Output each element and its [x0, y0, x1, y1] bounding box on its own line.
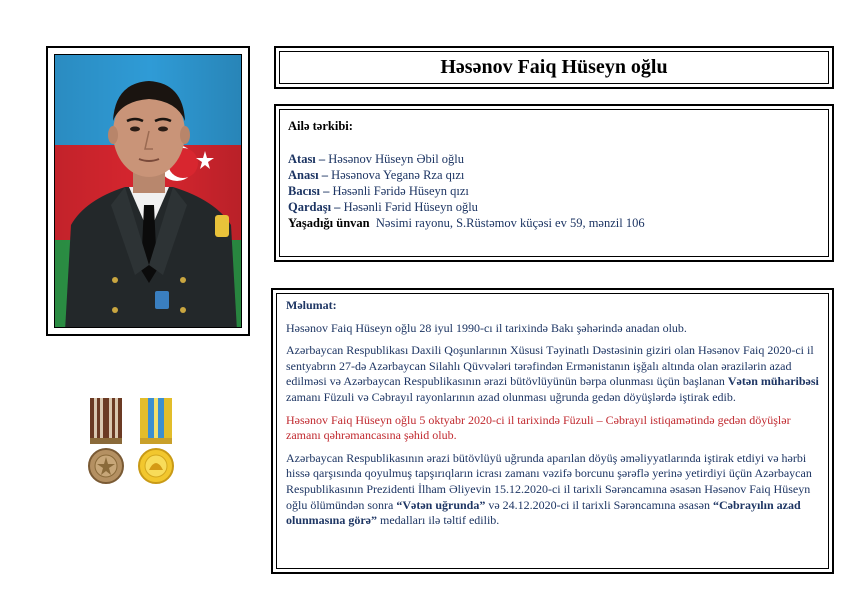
medal-cebrayil-icon [136, 398, 176, 488]
family-info-box [274, 104, 834, 262]
biography-paragraph-death: Həsənov Faiq Hüseyn oğlu 5 oktyabr 2020-ci il tarixində Füzuli – Cəbrayıl istiqamətində gedən döyüşlər zamanı qəhrəmancasına şəhid olub. [286, 412, 791, 443]
family-heading: Ailə tərkibi: [288, 119, 353, 133]
name-title-box [274, 46, 834, 89]
portrait-image [55, 55, 242, 328]
family-row-sister: Bacısı – Həsənli Fəridə Hüseyn qızı [288, 184, 469, 198]
biography-heading: Məlumat: [286, 298, 337, 312]
family-row-brother: Qardaşı – Həsənli Fərid Hüseyn oğlu [288, 200, 478, 214]
portrait-photo [54, 54, 242, 328]
biography-box [271, 288, 834, 574]
medal-vatan-ugrunda-icon [86, 398, 126, 488]
family-row-address: Yaşadığı ünvan Nəsimi rayonu, S.Rüstəmov küçəsi ev 59, mənzil 106 [288, 216, 645, 230]
person-name-title: Həsənov Faiq Hüseyn oğlu [440, 56, 668, 78]
biography-paragraph-awards: Azərbaycan Respublikasının ərazi bütövlüyü uğrunda aparılan döyüş əməliyyatlarında iştirak etdiyi və hərbi hissə qarşısında qoyulmuş tapşırıqların icrası zamanı vəzifə borcunu şərəflə yerinə yetirdiyi üçün Azərbaycan Respublikasının Prezidenti İlham Əliyevin 15.12.2020-ci il tarixli Sərəncamına əsasən Həsənov Faiq Hüseyn oğlu ölümündən sonra “Vətən uğrunda” və 24.12.2020-ci il tarixli Sərəncamına əsasən “Cəbrayılın azad olunmasına görə” medalları ilə təltif edilib. [286, 450, 812, 528]
family-row-father: Atası – Həsənov Hüseyn Əbil oğlu [288, 152, 465, 166]
family-row-mother: Anası – Həsənova Yeganə Rza qızı [288, 168, 465, 182]
biography-paragraph-birth: Həsənov Faiq Hüseyn oğlu 28 iyul 1990-cı il tarixində Bakı şəhərində anadan olub. [286, 320, 687, 335]
biography-paragraph-service: Azərbaycan Respublikası Daxili Qoşunlarının Xüsusi Təyinatlı Dəstəsinin giziri olan Həsənov Faiq 2020-ci il sentyabrın 27-də Azərbaycan Silahlı Qüvvələri tərəfindən Ermənistanın işğalı altında olan ərazilərin azad edilməsi və Azərbaycan Respublikasının ərazi bütövlüyünün bərpa olunması üçün başlanan Vətən müharibəsi zamanı Füzuli və Cəbrayıl rayonlarının azad olunması uğrunda gedən döyüşlərdə iştirak edib. [286, 343, 819, 404]
portrait-frame [46, 46, 250, 336]
